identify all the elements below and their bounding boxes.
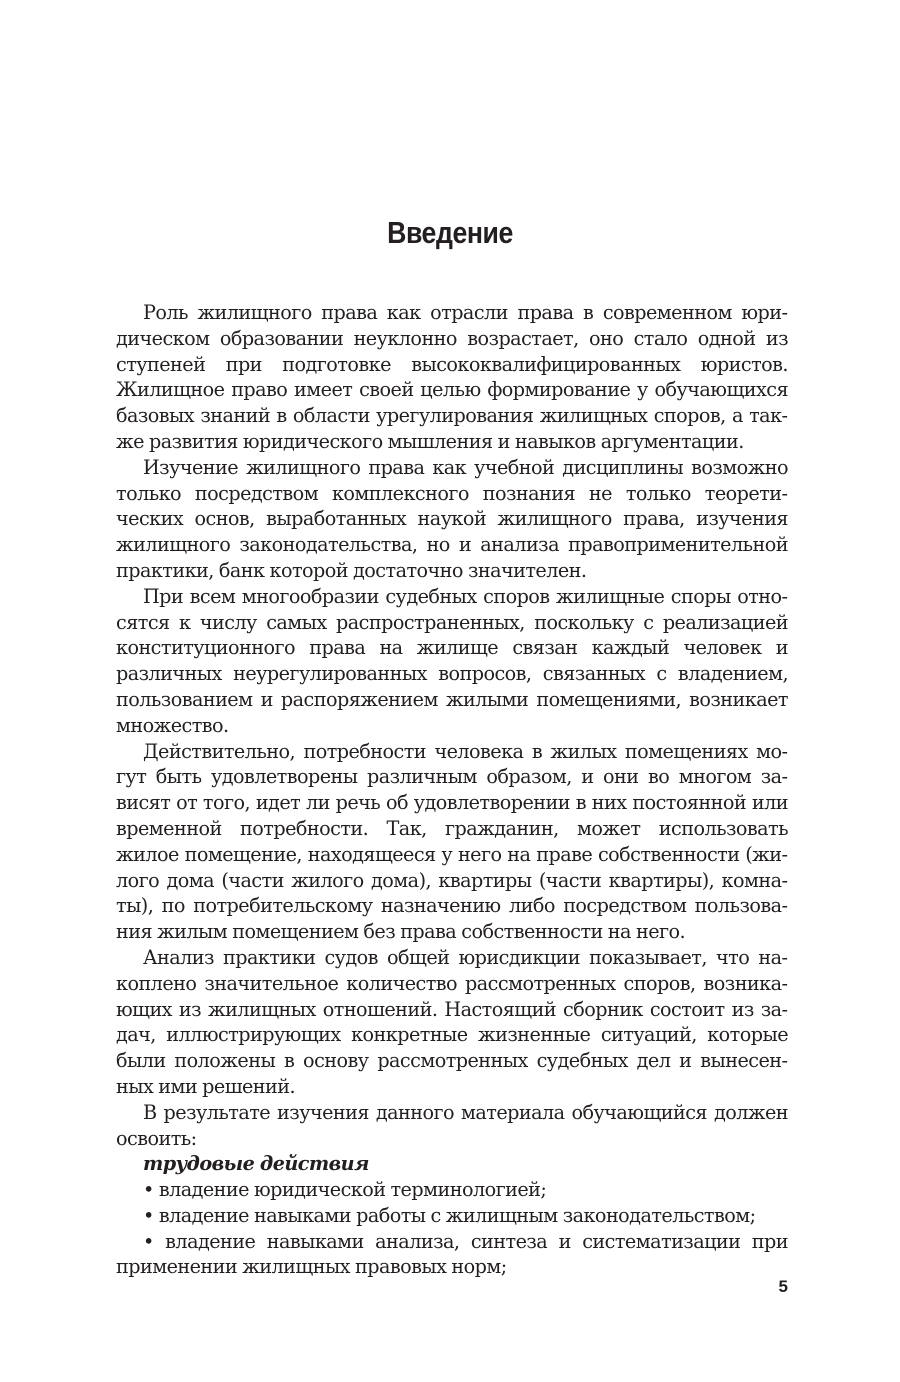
body-text xyxy=(116,300,788,1280)
chapter-heading: Введение xyxy=(387,215,513,250)
bullet-item-3: • владение навыками анализа, синтеза и систематизации при применении жилищных правовых норм; xyxy=(116,1229,788,1279)
section-label: трудовые действия xyxy=(143,1152,369,1176)
page-number: 5 xyxy=(778,1277,788,1296)
paragraph-5: Анализ практики судов общей юрисдикции показывает, что накоплено значительное количество рассмотренных споров, возникающих из жилищных отношений. Настоящий сборник состоит из задач, иллюстрирующих конкретные жизненные ситуаций, которые были положены в основу рассмотренных судебных дел и вынесенных ими решений. xyxy=(116,945,788,1098)
paragraph-3: При всем многообразии судебных споров жилищные споры относятся к числу самых распространенных, поскольку с реализацией конституционного права на жилище связан каждый человек и различных неурегулированных вопросов, связанных с владением, пользованием и распоряжением жилыми помещениями, возникает множество. xyxy=(116,584,788,737)
bullet-item-1: • владение юридической терминологией; xyxy=(143,1178,547,1202)
paragraph-1: Роль жилищного права как отрасли права в современном юридическом образовании неуклонно возрастает, оно стало одной из ступеней при подготовке высококвалифицированных юристов. Жилищное право имеет своей целью формирование у обучающихся базовых знаний в области урегулирования жилищных споров, а также развития юридического мышления и навыков аргументации. xyxy=(116,301,788,453)
paragraph-4: Действительно, потребности человека в жилых помещениях могут быть удовлетворены различным образом, и они во многом зависят от того, идет ли речь об удовлетворении в них постоянной или временной потребности. Так, гражданин, может использовать жилое помещение, находящееся у него на праве собственности (жилого дома (части жилого дома), квартиры (части квартиры), комнаты), по потребительскому назначению либо посредством пользования жилым помещением без права собственности на него. xyxy=(116,739,788,944)
paragraph-6: В результате изучения данного материала обучающийся должен освоить: xyxy=(116,1100,788,1150)
paragraph-2: Изучение жилищного права как учебной дисциплины возможно только посредством комплексного познания не только теоретических основ, выработанных наукой жилищного права, изучения жилищного законодательства, но и анализа правоприменительной практики, банк которой достаточно значителен. xyxy=(116,455,788,582)
bullet-item-2: • владение навыками работы с жилищным законодательством; xyxy=(143,1203,756,1227)
